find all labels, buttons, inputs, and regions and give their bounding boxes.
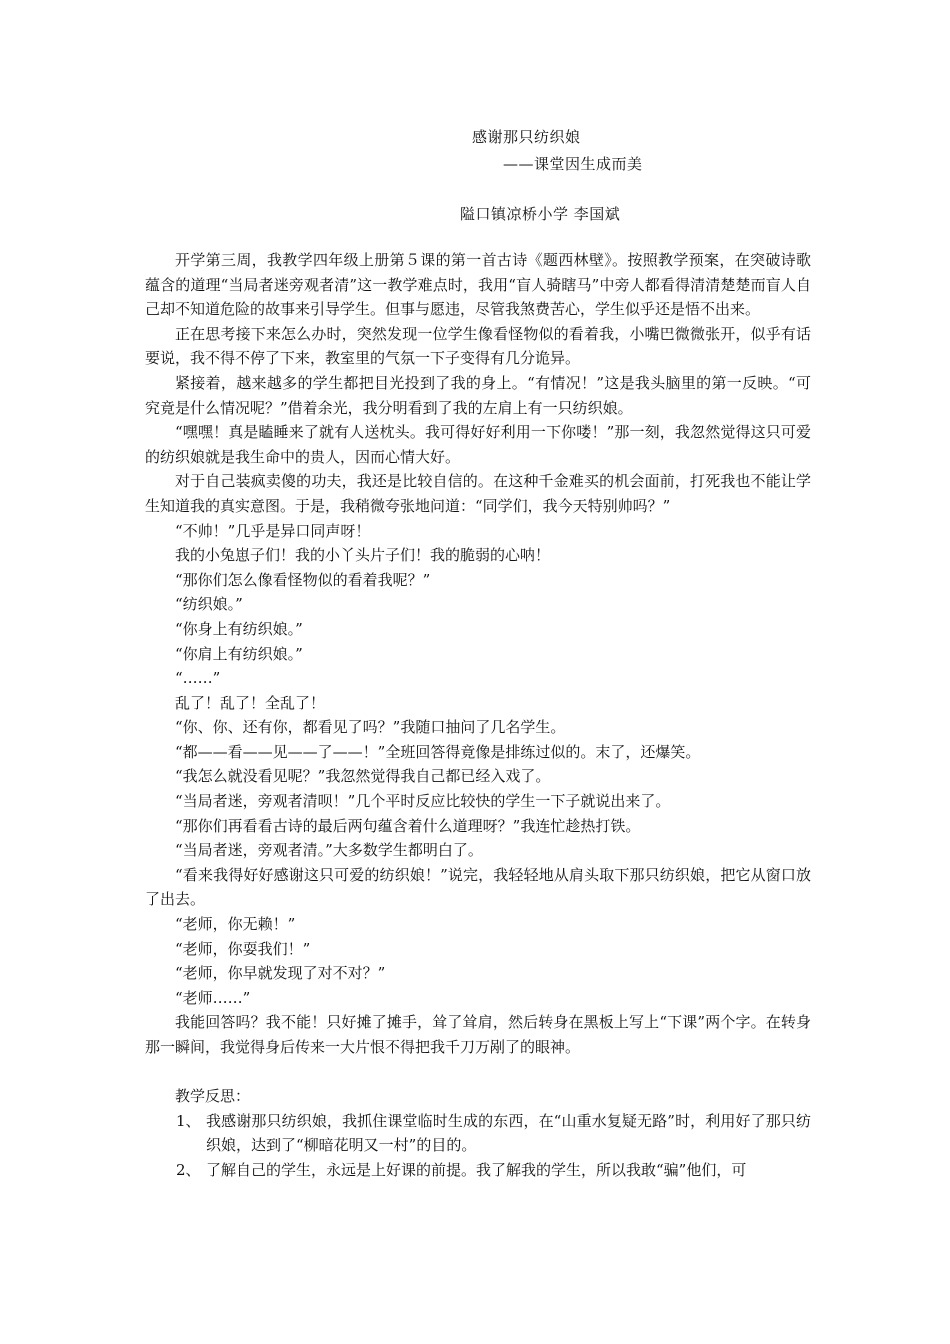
reflection-item [145,1158,811,1183]
paragraph: 对于自己装疯卖傻的功夫，我还是比较自信的。在这种千金难买的机会面前，打死我也不能让学生知道我的真实意图。于是，我稍微夸张地问道：“同学们，我今天特别帅吗？” [145,472,811,515]
paragraph: 紧接着，越来越多的学生都把目光投到了我的身上。“有情况！”这是我头脑里的第一反映。“可究竟是什么情况呢？”借着余光，我分明看到了我的左肩上有一只纺织娘。 [145,373,811,417]
paragraph: “我怎么就没看见呢？”我忽然觉得我自己都已经入戏了。 [175,767,551,786]
item-text: 我感谢那只纺织娘，我抓住课堂临时生成的东西，在“山重水复疑无路”时，利用好了那只纺织娘，达到了“柳暗花明又一村”的目的。 [206,1111,811,1155]
reflection-heading: 教学反思： [175,1087,251,1106]
item-text: 了解自己的学生，永远是上好课的前提。我了解我的学生，所以我敢“骗”他们，可 [206,1160,747,1179]
reflection-item [145,1109,811,1158]
paragraph: 乱了！乱了！全乱了！ [175,693,326,712]
document-title: 感谢那只纺织娘 [472,128,581,146]
paragraph: “嘿嘿！真是瞌睡来了就有人送枕头。我可得好好利用一下你喽！”那一刻，我忽然觉得这只可爱的纺织娘就是我生命中的贵人，因而心情大好。 [145,423,811,466]
author-byline: 隘口镇凉桥小学 李国斌 [460,205,621,223]
blank-line [145,1060,811,1085]
paragraph: “你身上有纺织娘。” [175,619,303,638]
paragraph: “不帅！”几乎是异口同声呀！ [175,521,371,540]
paragraph: “老师，你无赖！” [175,915,296,934]
paragraph: “……” [175,669,221,688]
paragraph: 开学第三周，我教学四年级上册第５课的第一首古诗《题西林壁》。按照教学预案，在突破诗歌蕴含的道理“当局者迷旁观者清”这一教学难点时，我用“盲人骑瞎马”中旁人都看得清清楚楚而盲人自己却不知道危险的故事来引导学生。但事与愿违，尽管我煞费苦心，学生似乎还是悟不出来。 [145,251,811,319]
item-number: 1、 [176,1111,201,1130]
paragraph: “老师……” [175,988,251,1007]
paragraph: “看来我得好好感谢这只可爱的纺织娘！”说完，我轻轻地从肩头取下那只纺织娘，把它从窗口放了出去。 [145,865,811,909]
paragraph: “那你们怎么像看怪物似的看着我呢？” [175,570,431,589]
paragraph: 正在思考接下来怎么办时，突然发现一位学生像看怪物似的看着我，小嘴巴微微张开，似乎有话要说，我不得不停了下来，教室里的气氛一下子变得有几分诡异。 [145,324,811,368]
paragraph: “当局者迷，旁观者清呗！”几个平时反应比较快的学生一下子就说出来了。 [175,792,671,811]
paragraph: “那你们再看看古诗的最后两句蕴含着什么道理呀？”我连忙趁热打铁。 [175,816,641,835]
document-body [145,248,811,1183]
paragraph: “都——看——见——了——！”全班回答得竟像是排练过似的。末了，还爆笑。 [175,742,701,761]
document-subtitle: ——课堂因生成而美 [503,155,643,173]
paragraph: “当局者迷，旁观者清。”大多数学生都明白了。 [175,841,483,860]
paragraph: 我能回答吗？我不能！只好摊了摊手，耸了耸肩，然后转身在黑板上写上“下课”两个字。在转身那一瞬间，我觉得身后传来一大片恨不得把我千刀万剐了的眼神。 [145,1013,811,1056]
paragraph: 我的小兔崽子们！我的小丫头片子们！我的脆弱的心呐！ [175,546,551,565]
paragraph: “老师，你耍我们！” [175,939,311,958]
paragraph: “纺织娘。” [175,595,243,614]
paragraph: “你、你、还有你，都看见了吗？”我随口抽问了几名学生。 [175,718,566,737]
item-number: 2、 [176,1160,201,1179]
paragraph: “老师，你早就发现了对不对？” [175,964,386,983]
paragraph: “你肩上有纺织娘。” [175,644,303,663]
